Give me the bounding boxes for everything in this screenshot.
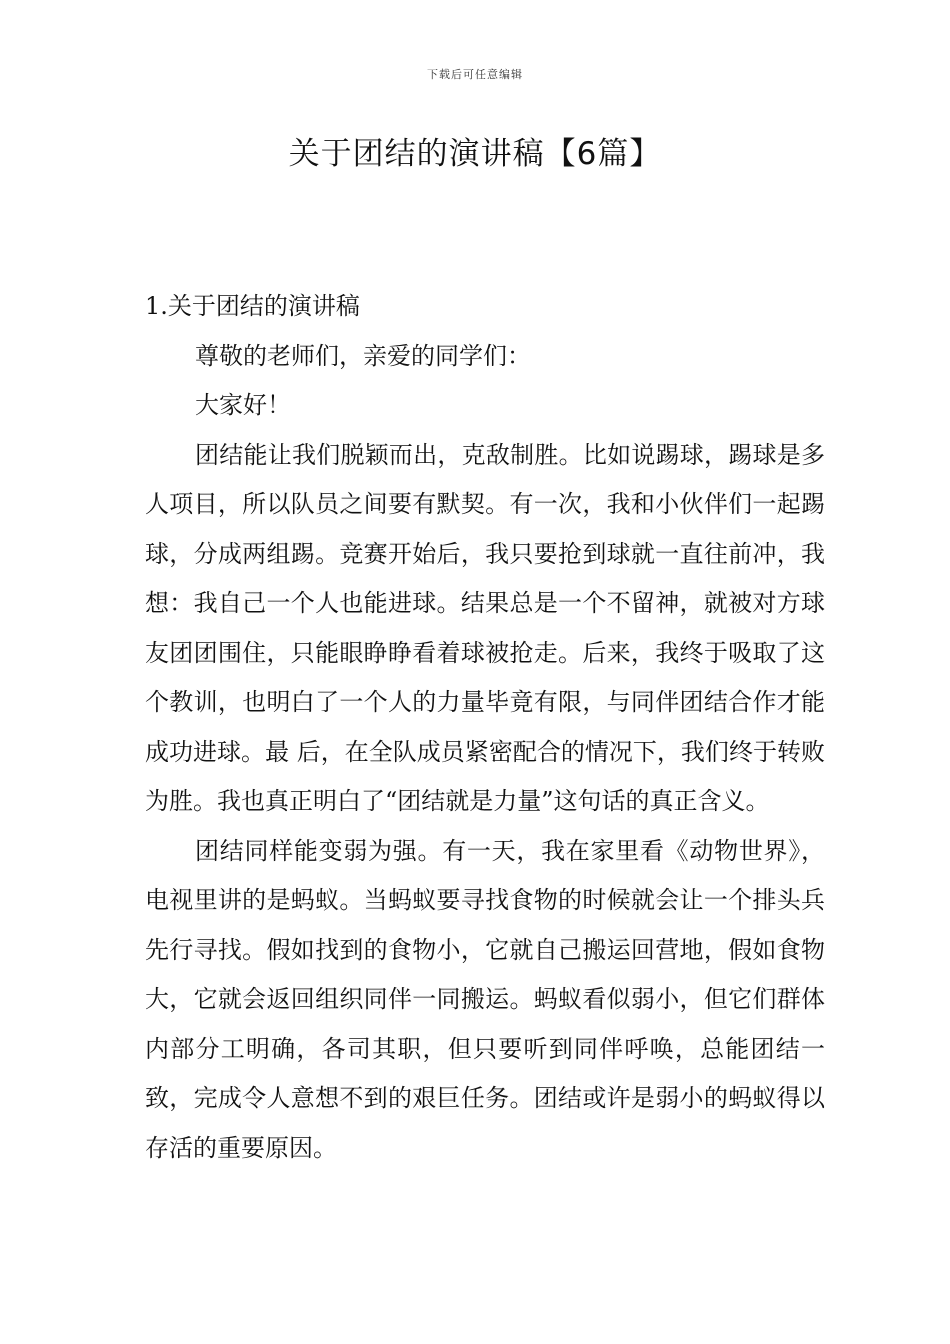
document-title: 关于团结的演讲稿【6篇】 <box>288 136 662 172</box>
header-note: 下载后可任意编辑 <box>427 68 523 81</box>
section-heading: 1.关于团结的演讲稿 <box>145 292 360 320</box>
body-paragraph: 团结能让我们脱颖而出，克敌制胜。比如说踢球，踢球是多人项目，所以队员之间要有默契。有一次，我和小伙伴们一起踢球，分成两组踢。竞赛开始后，我只要抢到球就一直往前冲，我想：我自己一个人也能进球。结果总是一个不留神，就被对方球友团团围住，只能眼睁睁看着球被抢走。后来，我终于吸取了这个教训，也明白了一个人的力量毕竟有限，与同伴团结合作才能成功进球。最 后，在全队成员紧密配合的情况下，我们终于转败为胜。我也真正明白了“团结就是力量”这句话的真正含义。 <box>145 440 825 815</box>
salutation-line: 大家好！ <box>195 391 291 419</box>
greeting-line: 尊敬的老师们，亲爱的同学们： <box>195 341 531 370</box>
body-paragraph: 团结同样能变弱为强。有一天，我在家里看《动物世界》，电视里讲的是蚂蚁。当蚂蚁要寻找食物的时候就会让一个排头兵先行寻找。假如找到的食物小，它就自己搬运回营地，假如食物大，它就会返回组织同伴一同搬运。蚂蚁看似弱小，但它们群体内部分工明确，各司其职，但只要听到同伴呼唤，总能团结一致，完成令人意想不到的艰巨任务。团结或许是弱小的蚂蚁得以存活的重要原因。 <box>145 836 825 1162</box>
document-body <box>145 282 825 1173</box>
